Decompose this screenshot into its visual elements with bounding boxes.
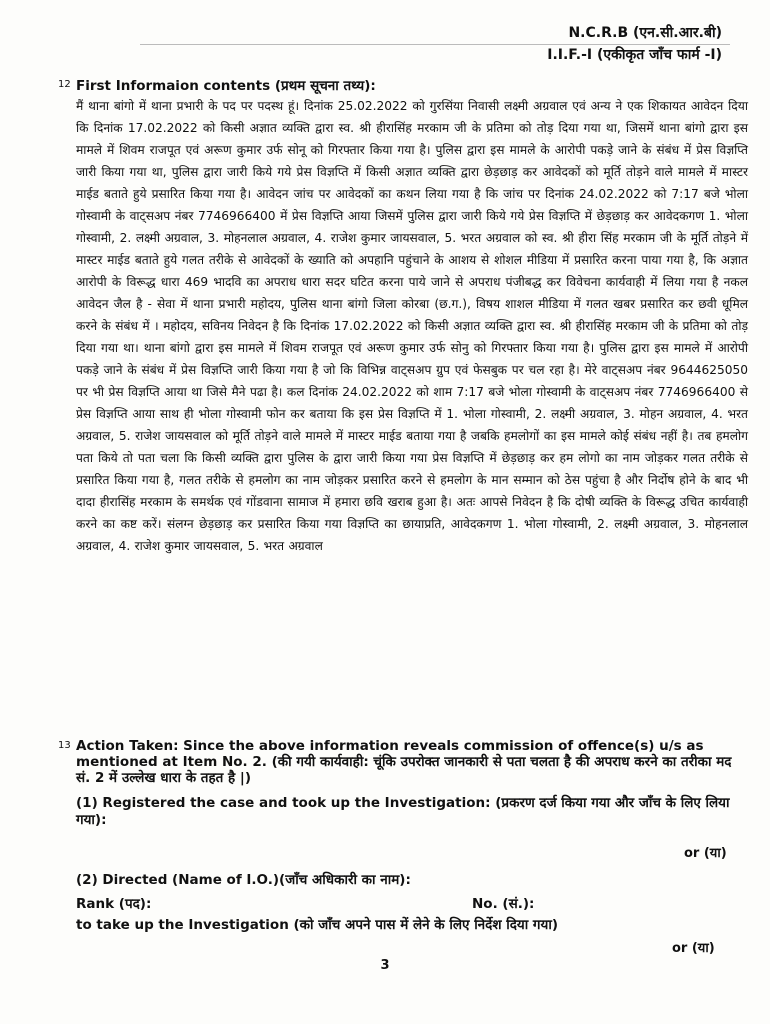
take-up-investigation-text: to take up the Investigation (को जाँच अपने पास में लेने के लिए निर्देश दिया गया): [76, 917, 559, 933]
directed-io-item: (2) Directed (Name of I.O.)(जाँच अधिकारी का नाम):: [76, 872, 411, 888]
section-12-first-information: [58, 77, 748, 557]
action-taken-text: Action Taken: Since the above information reveals commission of offence(s) u/s as mentioned at Item No. 2. (की गयी कार्यवाही: चूंकि उपरोक्त जानकारी से पता चलता है की अपराध करने का तरीका मद सं. 2 में उल्लेख धारा के तहत है |): [76, 738, 732, 786]
or-label: or (या): [672, 941, 715, 956]
number-label: No. (सं.):: [472, 896, 535, 912]
or-label: or (या): [684, 846, 727, 861]
section-number: 13: [58, 740, 71, 751]
header-ncrb: N.C.R.B (एन.सी.आर.बी): [568, 25, 722, 41]
header-iif: I.I.F.-I (एकीकृत जाँच फार्म -I): [547, 47, 722, 63]
section-13-action-taken: [58, 738, 748, 786]
header-divider: [140, 44, 730, 45]
rank-label: Rank (पद):: [76, 896, 152, 912]
section-heading: First Informaion contents (प्रथम सूचना तथ्य):: [76, 78, 376, 94]
registered-case-item: (1) Registered the case and took up the Investigation: (प्रकरण दर्ज किया गया और जाँच के लिए लिया गया):: [76, 795, 730, 828]
first-information-text: मैं थाना बांगो में थाना प्रभारी के पद पर पदस्थ हूं। दिनांक 25.02.2022 को गुरसिंया निवासी लक्ष्मी अग्रवाल एवं अन्य ने एक शिकायत आवेदन दिया कि दिनांक 17.02.2022 को किसी अज्ञात व्यक्ति द्वारा स्व. श्री हीरासिंह मरकाम जी के प्रतिमा को तोड़ दिया गया था, जिसमें थाना बांगो द्वारा इस मामले में शिवम राजपूत एवं अरूण कुमार उर्फ सोनू को गिरफ्तार किया गया है। पुलिस द्वारा इस मामले के आरोपी पकड़े जाने के संबंध में प्रेस विज्ञप्ति जारी किया गया था, पुलिस द्वारा जारी किये गये प्रेस विज्ञप्ति में किसी अज्ञात व्यक्ति द्वारा छेड़छाड़ कर आवेदकों को मूर्ति तोड़ने वाले मामले में मास्टर माईड बताते हुये प्रसारित किया गया है। आवेदन जांच पर आवेदकों का कथन लिया गया है कि जांच पर दिनांक 24.02.2022 को 7:17 बजे भोला गोस्वामी के वाट्सअप नंबर 7746966400 में प्रेस विज्ञप्ति आया जिसमें पुलिस द्वारा जारी किये गये प्रेस विज्ञप्ति में छेड़छाड़ कर आवेदकगण 1. भोला गोस्वामी, 2. लक्ष्मी अग्रवाल, 3. मोहनलाल अग्रवाल, 4. राजेश कुमार जायसवाल, 5. भरत अग्रवाल को स्व. श्री हीरा सिंह मरकाम जी के मूर्ति तोड़ने में मास्टर माईड बताते हुये गलत तरीके से आवेदकों के ख्याति को अपहानि पहुंचाने के आशय से शोशल मीडिया में प्रसारित करना पाया गया है, कि अज्ञात आरोपी के विरूद्ध धारा 469 भादवि का अपराध धारा सदर घटित करना पाये जाने से अपराध पंजीबद्ध कर विवेचना कार्यवाही में लिया गया है नकल आवेदन जैल है - सेवा में थाना प्रभारी महोदय, पुलिस थाना बांगो जिला कोरबा (छ.ग.), विषय शाशल मीडिया में गलत खबर प्रसारित कर छवी धूमिल करने के संबंध में । महोदय, सविनय निवेदन है कि दिनांक 17.02.2022 को किसी अज्ञात व्यक्ति द्वारा स्व. श्री हीरासिंह मरकाम जी के प्रतिमा को तोड़ दिया गया था। थाना बांगो द्वारा इस मामले में शिवम राजपूत एवं अरूण कुमार उर्फ सोनु को गिरफ्तार किया गया है। पुलिस द्वारा इस मामले में आरोपी पकड़े जाने के संबंध में प्रेस विज्ञप्ति जारी किया गया है जो कि विभिन्न वाट्सअप ग्रुप एवं फेसबुक पर चल रहा है। मेरे वाट्सअप नंबर 9644625050 पर भी प्रेस विज्ञप्ति आया था जिसे मैने पढा है। कल दिनांक 24.02.2022 को शाम 7:17 बजे भोला गोस्वामी के वाट्सअप नंबर 7746966400 से प्रेस विज्ञप्ति आया साथ ही भोला गोस्वामी फोन कर बताया कि इस प्रेस विज्ञप्ति में 1. भोला गोस्वामी, 2. लक्ष्मी अग्रवाल, 3. मोहन अग्रवाल, 4. भरत अग्रवाल, 5. राजेश जायसवाल को मूर्ति तोड़ने वाले मामले में मास्टर माईड बताया गया है जबकि हमलोगों का इस मामले कोई संबंध नहीं है। तब हमलोग पता किये तो पता चला कि किसी व्यक्ति द्वारा पुलिस के द्वारा जारी किया गया प्रेस विज्ञप्ति में छेड़छाड़ कर हम लोगो का नाम जोड़कर गलत तरीके से प्रसारित किया गया है, गलत तरीके से हमलोग का नाम जोड़कर प्रसारित करने से हमलोग के मान सम्मान को ठेस पहुंचा है और निर्दोष होने के बाद भी दादा हीरासिंह मरकाम के समर्थक एवं गोंडवाना सामाज में हमारा छवि खराब हुआ है। अतः आपसे निवेदन है कि दोषी व्यक्ति के विरूद्ध उचित कार्यवाही करने का कष्ट करें। संलग्न छेड़छाड़ कर प्रसारित किया गया विज्ञप्ति का छायाप्रति, आवेदकगण 1. भोला गोस्वामी, 2. लक्ष्मी अग्रवाल, 3. मोहनलाल अग्रवाल, 4. राजेश कुमार जायसवाल, 5. भरत अग्रवाल: [76, 99, 748, 553]
page-number: 3: [380, 958, 390, 973]
section-number: 12: [58, 79, 71, 90]
